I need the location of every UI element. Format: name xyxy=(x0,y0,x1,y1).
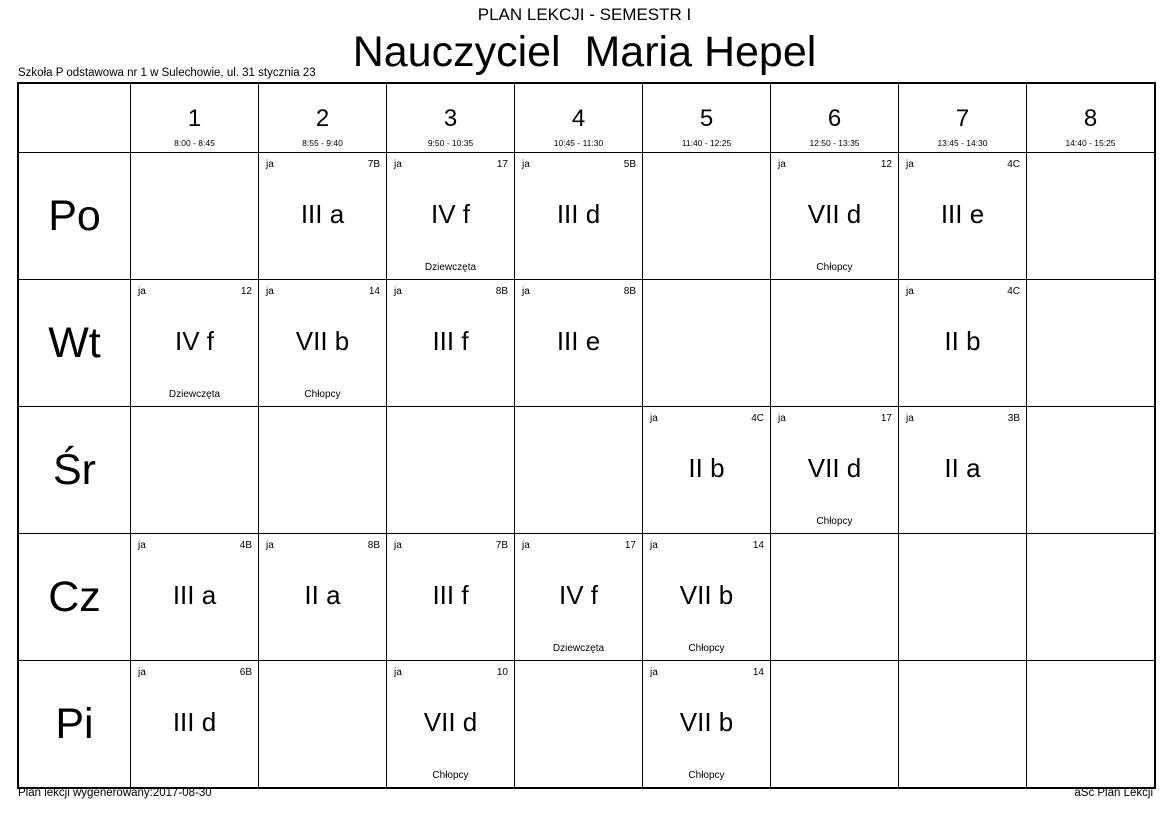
lesson-room: 7B xyxy=(367,159,380,170)
empty-cell xyxy=(387,407,515,534)
period-header-4 xyxy=(515,83,643,153)
lesson-cell xyxy=(771,153,899,280)
period-number: 8 xyxy=(1083,105,1098,132)
lesson-cell xyxy=(643,661,771,789)
lesson-class: IV f xyxy=(430,199,470,229)
lesson-cell xyxy=(259,280,387,407)
lesson-room: 6B xyxy=(239,667,252,678)
lesson-room: 4C xyxy=(1007,159,1020,170)
lesson-group: Chłopcy xyxy=(816,262,853,273)
lesson-cell xyxy=(899,280,1027,407)
lesson-class: III f xyxy=(432,580,469,610)
lesson-class: III a xyxy=(172,580,217,610)
lesson-teacher: ja xyxy=(778,413,786,424)
lesson-teacher: ja xyxy=(138,540,146,551)
lesson-class: VII d xyxy=(807,199,862,229)
lesson-group: Dziewczęta xyxy=(424,262,477,273)
lesson-teacher: ja xyxy=(266,540,274,551)
period-time: 11:40 - 12:25 xyxy=(681,138,732,148)
lesson-teacher: ja xyxy=(906,159,914,170)
lesson-class: III a xyxy=(300,199,345,229)
empty-cell xyxy=(259,661,387,789)
lesson-cell xyxy=(131,661,259,789)
timetable-body xyxy=(18,153,1155,789)
lesson-cell xyxy=(899,407,1027,534)
lesson-class: VII b xyxy=(295,326,350,356)
lesson-group: Chłopcy xyxy=(688,770,725,781)
lesson-teacher: ja xyxy=(522,159,530,170)
lesson-teacher: ja xyxy=(266,159,274,170)
empty-cell xyxy=(1027,534,1156,661)
period-number: 7 xyxy=(955,105,970,132)
lesson-class: IV f xyxy=(558,580,598,610)
lesson-cell xyxy=(387,153,515,280)
schedule-subtitle: PLAN LEKCJI - SEMESTR I xyxy=(477,5,692,24)
period-number: 2 xyxy=(315,105,330,132)
software-brand: aSc Plan Lekcji xyxy=(1074,787,1153,799)
lesson-room: 7B xyxy=(495,540,508,551)
lesson-cell xyxy=(899,153,1027,280)
lesson-teacher: ja xyxy=(906,413,914,424)
lesson-cell xyxy=(643,407,771,534)
day-row-3 xyxy=(18,534,1155,661)
lesson-group: Dziewczęta xyxy=(168,389,221,400)
lesson-teacher: ja xyxy=(266,286,274,297)
school-address: Szkoła P odstawowa nr 1 w Sulechowie, ul. 31 stycznia 23 xyxy=(18,67,316,79)
corner-cell xyxy=(18,83,131,153)
lesson-class: III d xyxy=(556,199,601,229)
empty-cell xyxy=(1027,407,1156,534)
lesson-teacher: ja xyxy=(394,540,402,551)
lesson-group: Chłopcy xyxy=(304,389,341,400)
lesson-teacher: ja xyxy=(138,286,146,297)
day-label: Po xyxy=(18,153,131,280)
lesson-teacher: ja xyxy=(394,667,402,678)
day-label: Cz xyxy=(18,534,131,661)
period-header-2 xyxy=(259,83,387,153)
period-time: 8:00 - 8:45 xyxy=(174,138,215,148)
lesson-room: 14 xyxy=(752,540,764,551)
period-header-7 xyxy=(899,83,1027,153)
day-row-0 xyxy=(18,153,1155,280)
day-row-1 xyxy=(18,280,1155,407)
lesson-class: III e xyxy=(556,326,601,356)
lesson-cell xyxy=(515,280,643,407)
lesson-cell xyxy=(131,534,259,661)
empty-cell xyxy=(899,534,1027,661)
empty-cell xyxy=(643,153,771,280)
empty-cell xyxy=(515,407,643,534)
lesson-class: III e xyxy=(940,199,985,229)
empty-cell xyxy=(515,661,643,789)
empty-cell xyxy=(1027,661,1156,789)
lesson-room: 17 xyxy=(624,540,636,551)
lesson-room: 8B xyxy=(367,540,380,551)
lesson-cell xyxy=(643,534,771,661)
generated-date: Plan lekcji wygenerowany:2017-08-30 xyxy=(18,787,212,799)
period-time: 12:50 - 13:35 xyxy=(809,138,860,148)
lesson-teacher: ja xyxy=(650,413,658,424)
period-header-6 xyxy=(771,83,899,153)
lesson-teacher: ja xyxy=(650,667,658,678)
lesson-teacher: ja xyxy=(778,159,786,170)
period-number: 1 xyxy=(187,105,202,132)
empty-cell xyxy=(771,661,899,789)
lesson-room: 10 xyxy=(496,667,508,678)
lesson-teacher: ja xyxy=(906,286,914,297)
lesson-cell xyxy=(515,153,643,280)
period-header-1 xyxy=(131,83,259,153)
period-number: 3 xyxy=(443,105,458,132)
lesson-room: 8B xyxy=(623,286,636,297)
lesson-class: VII d xyxy=(423,707,478,737)
lesson-room: 4B xyxy=(239,540,252,551)
period-time: 8:55 - 9:40 xyxy=(302,138,343,148)
lesson-class: II b xyxy=(944,326,981,356)
lesson-room: 14 xyxy=(368,286,380,297)
lesson-cell xyxy=(259,534,387,661)
day-label: Śr xyxy=(18,407,131,534)
lesson-cell xyxy=(771,407,899,534)
lesson-group: Chłopcy xyxy=(432,770,469,781)
lesson-class: II b xyxy=(688,453,725,483)
timetable-grid xyxy=(17,82,1156,789)
lesson-room: 14 xyxy=(752,667,764,678)
empty-cell xyxy=(131,407,259,534)
empty-cell xyxy=(1027,280,1156,407)
empty-cell xyxy=(771,280,899,407)
lesson-class: VII b xyxy=(679,580,734,610)
period-time: 9:50 - 10:35 xyxy=(427,138,474,148)
period-header-8 xyxy=(1027,83,1156,153)
lesson-class: VII b xyxy=(679,707,734,737)
empty-cell xyxy=(899,661,1027,789)
lesson-class: IV f xyxy=(174,326,214,356)
lesson-teacher: ja xyxy=(522,286,530,297)
period-time: 13:45 - 14:30 xyxy=(937,138,988,148)
lesson-cell xyxy=(259,153,387,280)
lesson-room: 4C xyxy=(1007,286,1020,297)
empty-cell xyxy=(259,407,387,534)
day-label: Pi xyxy=(18,661,131,789)
empty-cell xyxy=(771,534,899,661)
period-time: 10:45 - 11:30 xyxy=(553,138,604,148)
teacher-title: Nauczyciel Maria Hepel xyxy=(352,28,817,76)
lesson-cell xyxy=(515,534,643,661)
lesson-teacher: ja xyxy=(394,286,402,297)
lesson-group: Chłopcy xyxy=(816,516,853,527)
lesson-teacher: ja xyxy=(522,540,530,551)
period-header-row xyxy=(18,83,1155,153)
lesson-teacher: ja xyxy=(394,159,402,170)
empty-cell xyxy=(643,280,771,407)
period-number: 6 xyxy=(827,105,842,132)
lesson-room: 8B xyxy=(495,286,508,297)
lesson-class: II a xyxy=(944,453,981,483)
lesson-cell xyxy=(387,534,515,661)
day-label: Wt xyxy=(18,280,131,407)
empty-cell xyxy=(131,153,259,280)
lesson-room: 17 xyxy=(496,159,508,170)
lesson-teacher: ja xyxy=(138,667,146,678)
lesson-cell xyxy=(387,661,515,789)
lesson-cell xyxy=(387,280,515,407)
day-row-2 xyxy=(18,407,1155,534)
period-number: 4 xyxy=(571,105,586,132)
period-header-5 xyxy=(643,83,771,153)
period-number: 5 xyxy=(699,105,714,132)
lesson-class: II a xyxy=(304,580,341,610)
lesson-teacher: ja xyxy=(650,540,658,551)
lesson-group: Dziewczęta xyxy=(552,643,605,654)
lesson-room: 4C xyxy=(751,413,764,424)
lesson-class: III d xyxy=(172,707,217,737)
lesson-room: 12 xyxy=(880,159,892,170)
lesson-cell xyxy=(131,280,259,407)
lesson-group: Chłopcy xyxy=(688,643,725,654)
lesson-room: 5B xyxy=(623,159,636,170)
lesson-room: 12 xyxy=(240,286,252,297)
empty-cell xyxy=(1027,153,1156,280)
lesson-class: VII d xyxy=(807,453,862,483)
lesson-class: III f xyxy=(432,326,469,356)
day-row-4 xyxy=(18,661,1155,789)
period-time: 14:40 - 15:25 xyxy=(1065,138,1116,148)
lesson-room: 3B xyxy=(1007,413,1020,424)
period-header-3 xyxy=(387,83,515,153)
lesson-room: 17 xyxy=(880,413,892,424)
